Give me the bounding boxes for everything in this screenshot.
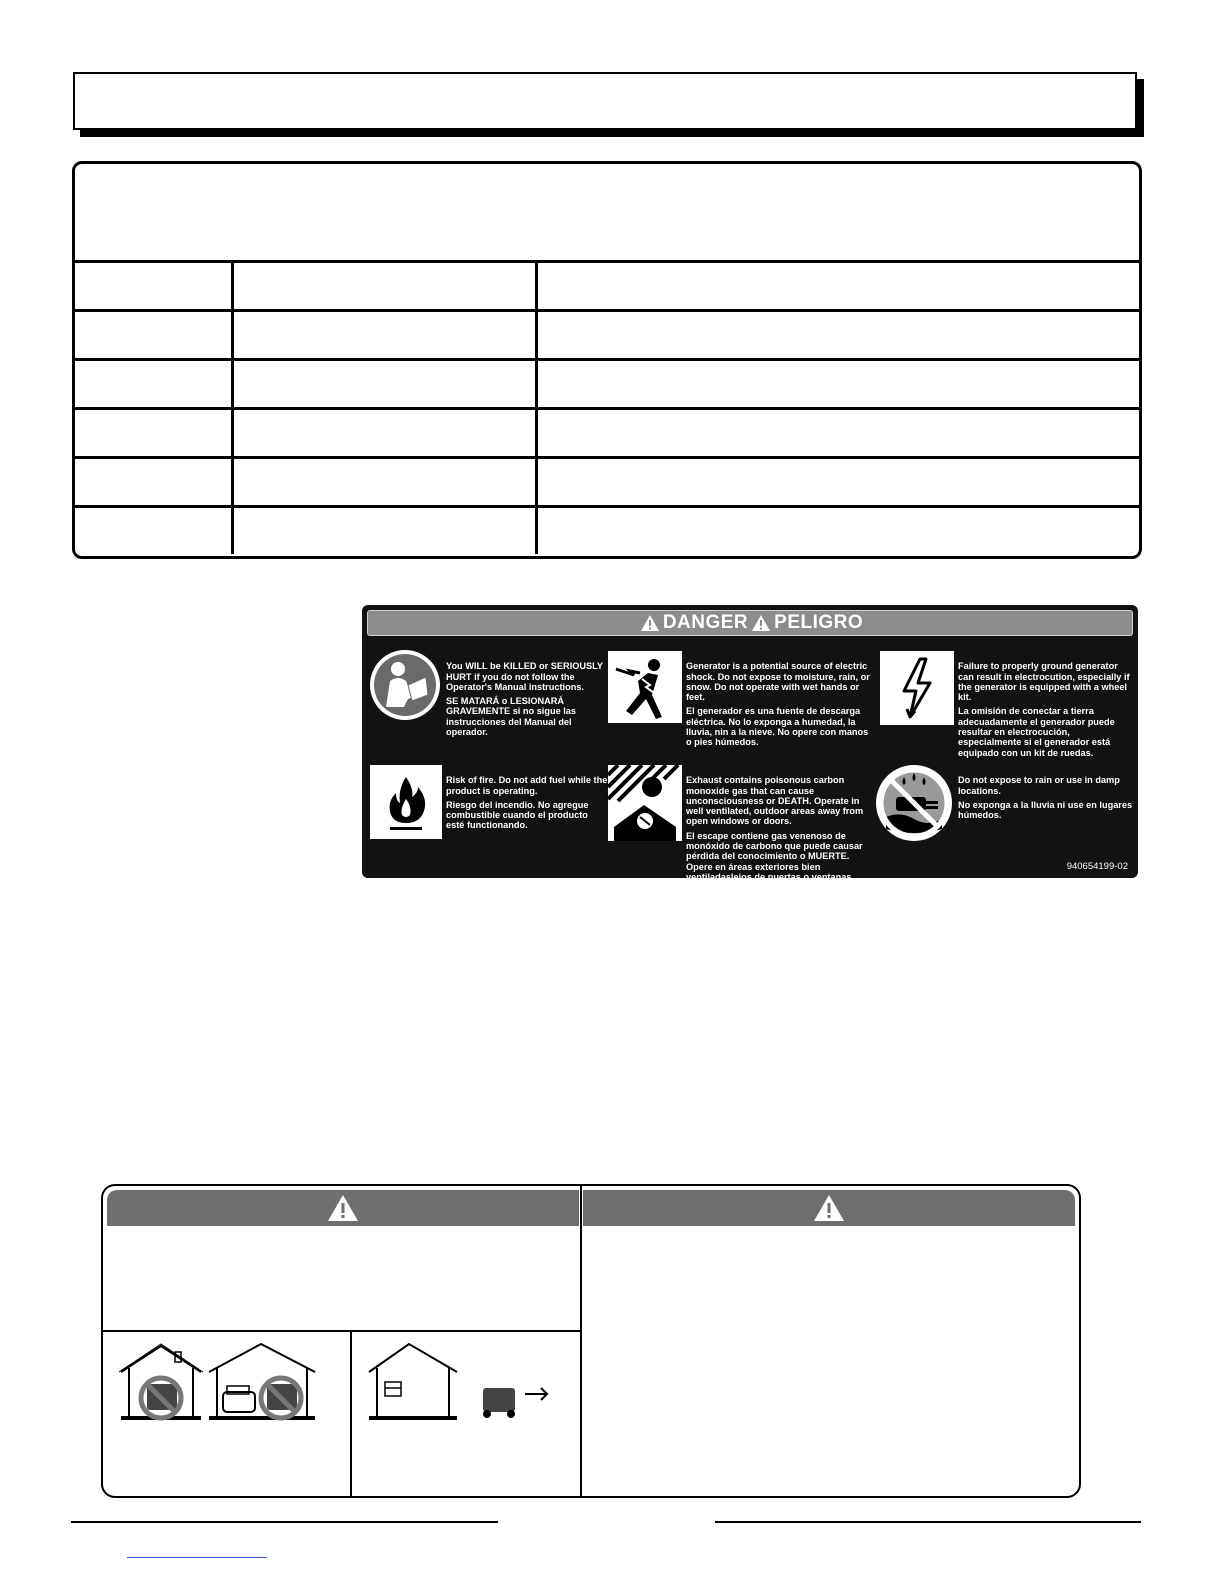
fire-warning-es: Riesgo del incendio. No agregue combustible cuando el producto esté functionando. bbox=[446, 799, 589, 831]
toxic-fumes-icon bbox=[608, 765, 682, 841]
lightning-bolt-icon bbox=[880, 651, 954, 725]
no-indoor-use-pictogram bbox=[117, 1342, 317, 1424]
name-cell bbox=[234, 459, 538, 505]
column-divider bbox=[580, 1186, 582, 1496]
explanation-cell bbox=[538, 361, 1139, 407]
co-warning-es: El escape contiene gas venenoso de monóxido de carbono que puede causar pérdida del conocimiento o MUERTE. Opere en áreas exteriores bien ventiladaslejos de puertas o ventanas abiertas. bbox=[686, 830, 863, 893]
section-header-bar bbox=[73, 72, 1137, 130]
symbol-cell bbox=[75, 508, 234, 554]
ground-warning-es: La omisión de conectar a tierra adecuadamente el generador puede resultar en electrocución, especialmente si el generador está equipado con un kit de ruedas. bbox=[958, 706, 1115, 758]
warning-triangle-icon bbox=[812, 1193, 846, 1223]
manual-warning-es: SE MATARÁ o LESIONARÁ GRAVEMENTE si no sigue las instrucciones del Manual del operador. bbox=[446, 696, 577, 738]
table-row bbox=[75, 459, 1139, 508]
name-cell bbox=[234, 263, 538, 309]
name-cell bbox=[234, 312, 538, 358]
ground-warning-en: Failure to properly ground generator can result in electrocution, especially if the generator is equipped with a wheel kit. bbox=[958, 661, 1130, 703]
explanation-cell bbox=[538, 459, 1139, 505]
warning-triangle-icon bbox=[640, 614, 660, 632]
name-cell bbox=[234, 361, 538, 407]
carbon-monoxide-warning-box bbox=[101, 1184, 1081, 1498]
pictogram-divider bbox=[350, 1330, 352, 1496]
danger-decal bbox=[362, 605, 1138, 893]
no-rain-icon bbox=[874, 763, 954, 843]
fire-hazard-icon bbox=[370, 765, 442, 839]
damp-warning-en: Do not expose to rain or use in damp locations. bbox=[958, 775, 1120, 796]
symbol-cell bbox=[75, 410, 234, 456]
table-row bbox=[75, 361, 1139, 410]
explanation-cell bbox=[538, 508, 1139, 554]
table-row bbox=[75, 263, 1139, 312]
symbol-cell bbox=[75, 263, 234, 309]
name-cell bbox=[234, 508, 538, 554]
row-divider bbox=[103, 1330, 581, 1332]
name-cell bbox=[234, 410, 538, 456]
table-row bbox=[75, 312, 1139, 361]
table-row bbox=[75, 410, 1139, 459]
electric-shock-icon bbox=[608, 651, 682, 723]
shock-warning-en: Generator is a potential source of electric shock. Do not expose to moisture, rain, or snow. Do not operate with wet hands or feet. bbox=[686, 661, 870, 703]
peligro-label: PELIGRO bbox=[774, 612, 864, 633]
damp-warning-es: No exponga a la lluvia ni use en lugares húmedos. bbox=[958, 799, 1133, 821]
footer-link-underline bbox=[127, 1557, 267, 1558]
warning-triangle-icon bbox=[751, 614, 771, 632]
table-intro bbox=[75, 164, 1139, 263]
table-row bbox=[75, 508, 1139, 554]
symbol-cell bbox=[75, 459, 234, 505]
warning-triangle-icon bbox=[326, 1193, 360, 1223]
explanation-cell bbox=[538, 312, 1139, 358]
danger-label: DANGER bbox=[662, 612, 749, 633]
co-warning-en: Exhaust contains poisonous carbon monoxide gas that can cause unconsciousness or DEATH. Operate in well ventilated, outdoor areas away from open windows or doors. bbox=[686, 775, 864, 827]
footer-rule-right bbox=[715, 1521, 1141, 1523]
safety-symbols-table bbox=[72, 161, 1142, 559]
footer-rule-left bbox=[71, 1521, 498, 1523]
explanation-cell bbox=[538, 410, 1139, 456]
read-manual-icon bbox=[368, 647, 442, 723]
outdoor-use-pictogram bbox=[365, 1342, 561, 1424]
warning-header-right bbox=[583, 1190, 1075, 1226]
warning-header-left bbox=[107, 1190, 579, 1226]
decal-header bbox=[367, 610, 1133, 636]
manual-warning-en: You WILL be KILLED or SERIOUSLY HURT if you do not follow the Operator's Manual instructions. bbox=[446, 661, 603, 692]
symbol-cell bbox=[75, 312, 234, 358]
explanation-cell bbox=[538, 263, 1139, 309]
symbol-cell bbox=[75, 361, 234, 407]
decal-part-number: 940654199-02 bbox=[1066, 861, 1128, 872]
fire-warning-en: Risk of fire. Do not add fuel while the product is operating. bbox=[446, 775, 608, 796]
shock-warning-es: El generador es una fuente de descarga eléctrica. No lo exponga a humedad, la lluvia, nin a la nieve. No opere con manos o pies húmedos. bbox=[686, 706, 869, 748]
